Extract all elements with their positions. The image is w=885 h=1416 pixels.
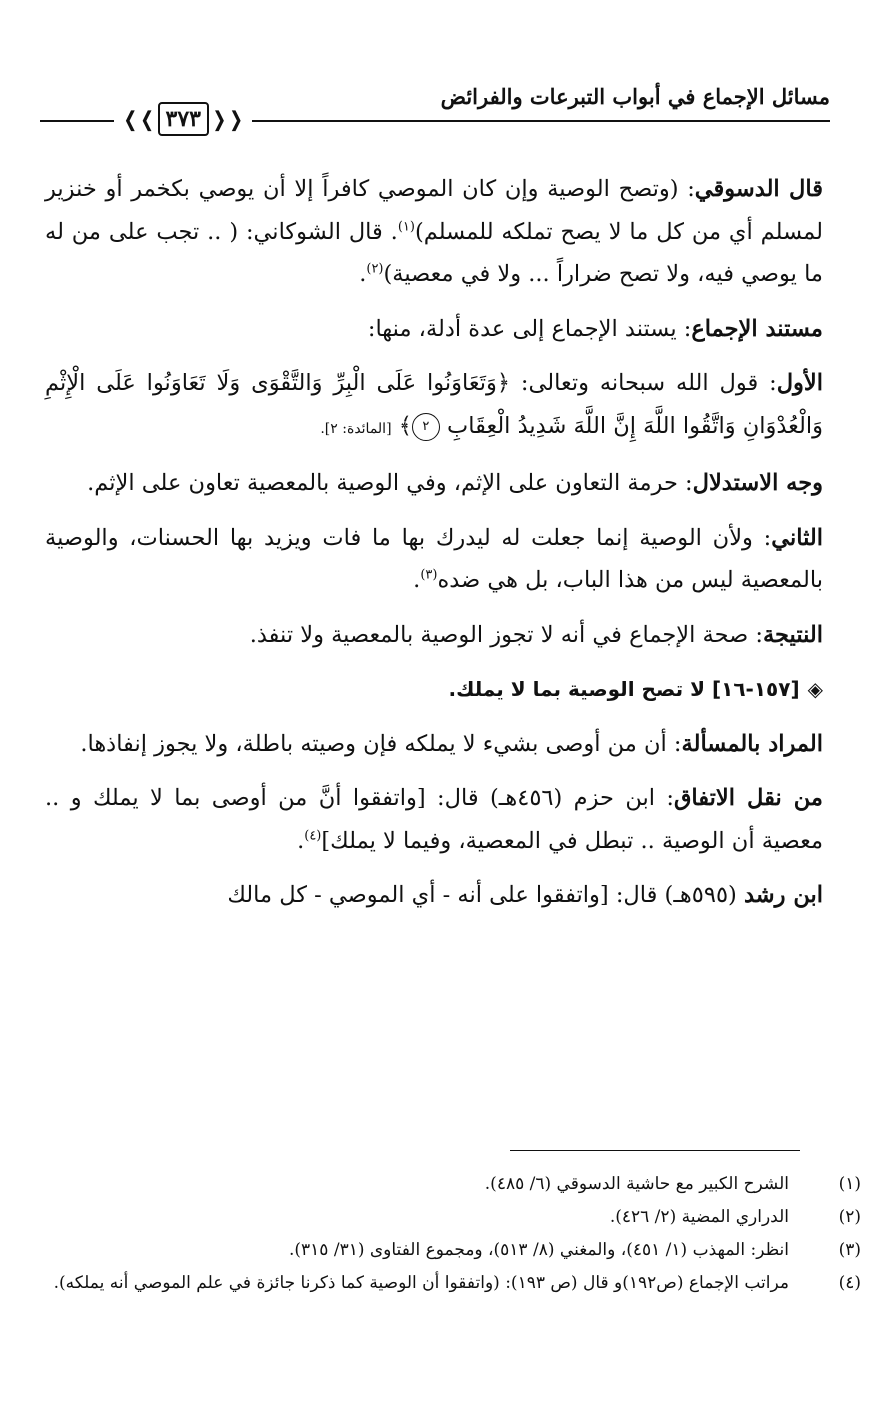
paragraph-dasuqi	[45, 168, 823, 296]
footnote-text: الشرح الكبير مع حاشية الدسوقي (٦/ ٤٨٥).	[484, 1174, 789, 1194]
paragraph-text: : أن من أوصى بشيء لا يملكه فإن وصيته باطلة، ولا يجوز إنفاذها.	[80, 730, 682, 757]
paragraph-ibn-rushd	[45, 874, 823, 917]
footnote-number: (١)	[838, 1174, 861, 1194]
paragraph-text: : (وتصح الوصية وإن كان الموصي كافراً إلا أن يوصي بكخمر أو خنزير لمسلم أي من كل ما لا يصح تملكه للمسلم)	[45, 176, 824, 245]
paragraph-text: : ابن حزم (٤٥٦هـ) قال: [واتفقوا أنَّ من أوصى بما لا يملك و .. معصية أن الوصية .. تبطل في المعصية، وفيما لا يملك]	[45, 785, 823, 854]
header-title: مسائل الإجماع في أبواب التبرعات والفرائض	[440, 84, 830, 109]
footnote-text: انظر: المهذب (١/ ٤٥١)، والمغني (٨/ ٥١٣)، ومجموع الفتاوى (٣١/ ٣١٥).	[288, 1240, 789, 1260]
footnote-number: (٣)	[838, 1240, 861, 1260]
paragraph-lead: الأول	[776, 370, 823, 396]
footnote-number: (٤)	[838, 1273, 861, 1293]
body-text	[45, 168, 823, 929]
paragraph-text: : قول الله سبحانه وتعالى:	[510, 370, 777, 396]
quran-verse: ﴿وَتَعَاوَنُوا عَلَى الْبِرِّ وَالتَّقْوَى وَلَا تَعَاوَنُوا عَلَى الْإِثْمِ وَالْعُدْوَانِ وَاتَّقُوا اللَّهَ إِنَّ اللَّهَ شَدِيدُ الْعِقَابِ	[45, 370, 823, 439]
footnote-ref[interactable]: (٤)	[304, 828, 322, 843]
ornament-left-icon: ❬❬	[122, 107, 156, 131]
paragraph-text: : صحة الإجماع في أنه لا تجوز الوصية بالمعصية ولا تنفذ.	[249, 621, 763, 648]
verse-number-icon: ٢	[412, 413, 440, 441]
footnote-ref[interactable]: (٢)	[366, 261, 384, 277]
diamond-icon: ◈	[807, 677, 823, 701]
paragraph-ibn-hazm	[45, 777, 823, 862]
section-heading	[45, 668, 823, 711]
paragraph-text: : يستند الإجماع إلى عدة أدلة، منها:	[367, 315, 692, 342]
paragraph-tail: .	[413, 567, 421, 593]
paragraph-lead: وجه الاستدلال	[692, 470, 823, 496]
paragraph-tail: .	[359, 261, 367, 287]
paragraph-basis	[45, 308, 823, 351]
footnote-text: مراتب الإجماع (ص١٩٢)و قال (ص ١٩٣): (واتفقوا أن الوصية كما ذكرنا جائزة في علم الموصي أنه يملكه).	[53, 1273, 789, 1293]
footnote-item	[43, 1201, 861, 1234]
paragraph-lead: المراد بالمسألة	[681, 730, 823, 757]
paragraph-lead: النتيجة	[762, 621, 823, 648]
paragraph-text: (٥٩٥هـ) قال: [واتفقوا على أنه - أي الموصي - كل مالك	[227, 882, 744, 908]
footnote-number: (٢)	[838, 1207, 861, 1227]
footnote-divider	[510, 1150, 800, 1151]
footnote-ref[interactable]: (١)	[397, 219, 415, 234]
paragraph-lead: الثاني	[771, 524, 823, 551]
footnote-text: الدراري المضية (٢/ ٤٢٦).	[609, 1207, 789, 1227]
paragraph-text: . قال الشوكاني: ( .. تجب على من له ما يوصي فيه، ولا تصح ضراراً ... ولا في معصية)	[45, 218, 823, 287]
footnote-item	[43, 1168, 861, 1201]
paragraph-lead: مستند الإجماع	[691, 315, 823, 342]
paragraph-lead: من نقل الاتفاق	[673, 785, 823, 811]
quran-close: ﴾	[398, 412, 412, 439]
footnote-item	[43, 1234, 861, 1267]
page-number-frame	[114, 102, 252, 136]
running-header	[40, 78, 830, 138]
paragraph-lead: قال الدسوقي	[694, 176, 823, 202]
paragraph-issue-meaning	[45, 723, 823, 766]
paragraph-first-evidence	[45, 362, 823, 450]
footnotes	[43, 1168, 861, 1300]
paragraph-tail: .	[297, 827, 305, 854]
ornament-right-icon: ❭❭	[210, 107, 245, 131]
page-number: ٣٧٣	[158, 102, 209, 136]
paragraph-inference	[45, 462, 823, 505]
paragraph-second-evidence	[45, 517, 823, 602]
footnote-item	[43, 1267, 861, 1300]
paragraph-text: : ولأن الوصية إنما جعلت له ليدرك بها ما فات ويزيد بها الحسنات، والوصية بالمعصية ليس من هذا الباب، بل هي ضده	[45, 524, 823, 593]
section-heading-text: [١٥٧-١٦] لا تصح الوصية بما لا يملك.	[448, 677, 800, 701]
verse-citation: [المائدة: ٢].	[320, 420, 392, 437]
footnote-ref[interactable]: (٣)	[420, 567, 438, 583]
paragraph-text: : حرمة التعاون على الإثم، وفي الوصية بالمعصية تعاون على الإثم.	[87, 470, 693, 496]
paragraph-lead: ابن رشد	[743, 882, 823, 908]
paragraph-result	[45, 614, 823, 657]
